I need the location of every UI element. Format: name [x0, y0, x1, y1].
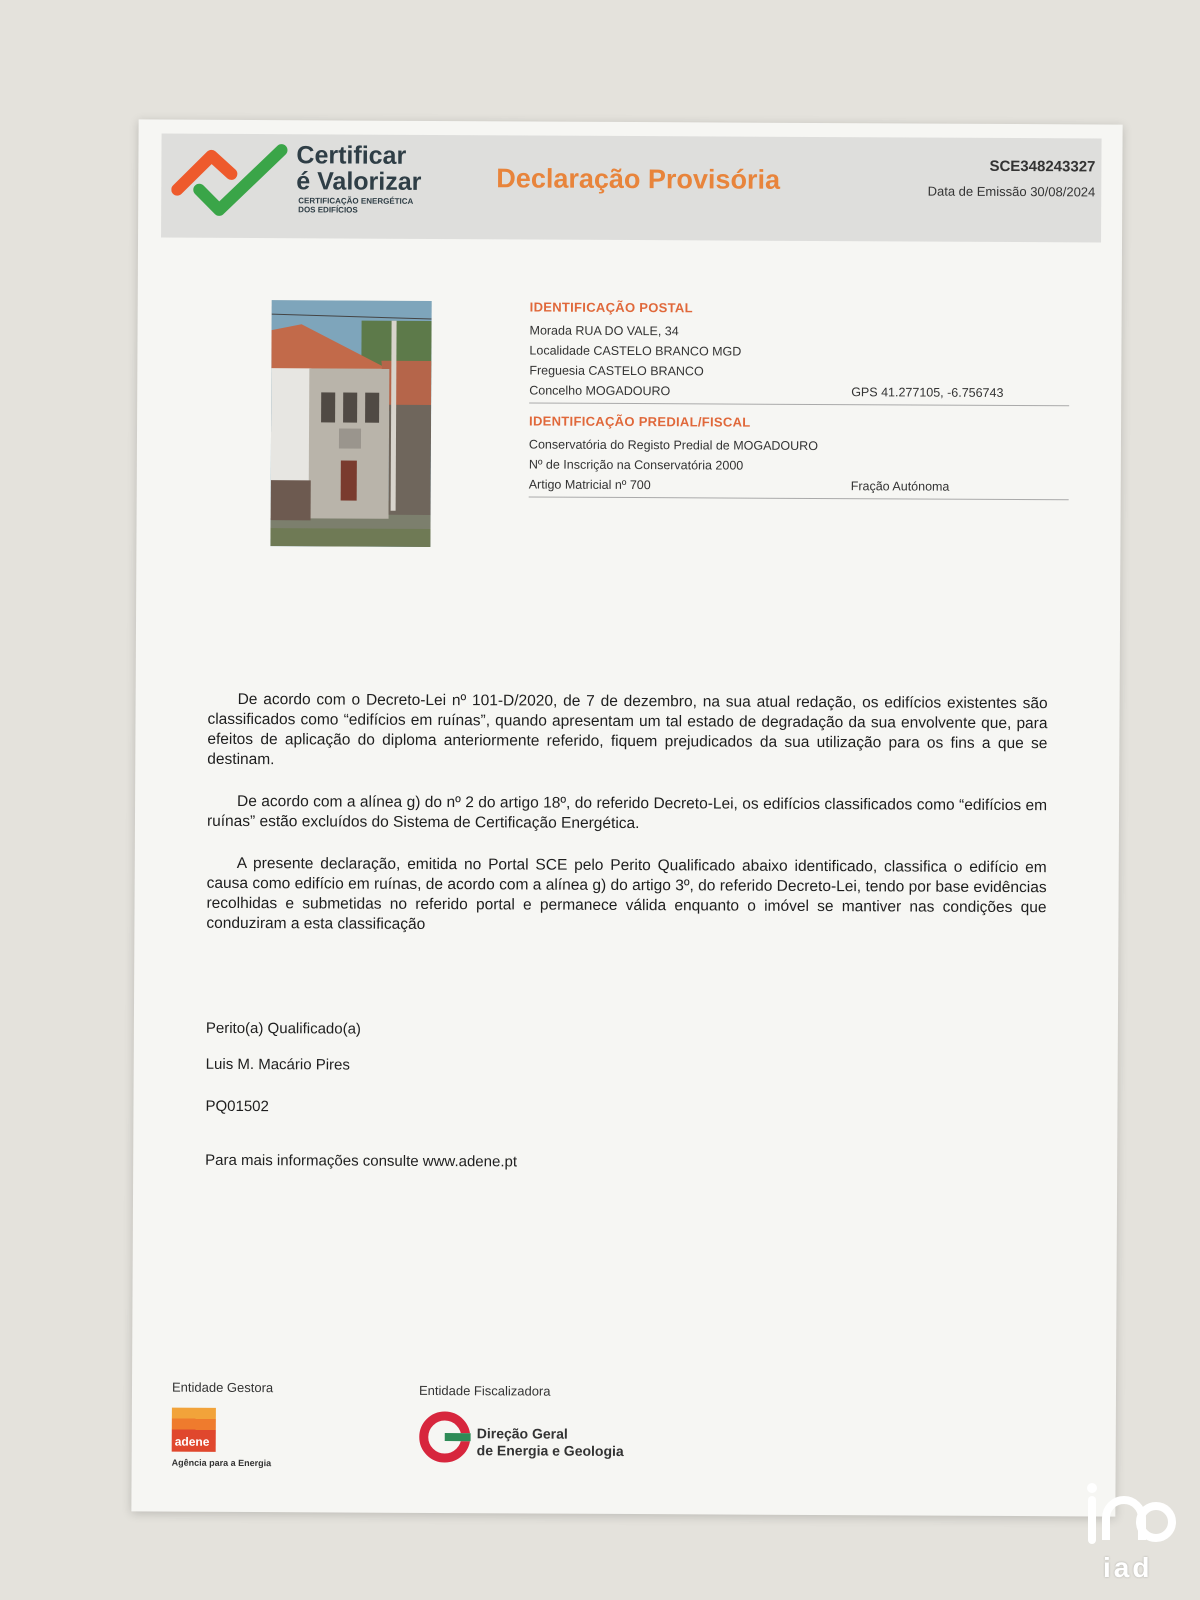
adene-logo-icon: adene — [172, 1408, 216, 1452]
adene-tagline: Agência para a Energia — [171, 1457, 272, 1469]
paragraph: De acordo com o Decreto-Lei nº 101-D/2020, de 7 de dezembro, na sua atual redação, os edifícios existentes são classificados como “edifícios em ruínas”, quando apresentam um tal estado de degradação da sua envolvente que, para efeitos de aplicação do diploma anteriormente referido, fiquem prejudicados da sua utilização para os fins a que se destinam. — [207, 690, 1048, 769]
paragraph: A presente declaração, emitida no Portal SCE pelo Perito Qualificado abaixo identificado, classifica o edifício em causa como edifício em ruínas, de acordo com a alínea g) do artigo 3º, do referido Decreto-Lei, tendo por base evidências recolhidas e submetidas no referido portal e permanece válida enquanto o imóvel se mantiver nas condições que conduziram a esta classificação — [206, 854, 1047, 933]
divider — [529, 496, 1069, 500]
iad-watermark: iad — [1103, 1552, 1153, 1583]
localidade-field: Localidade CASTELO BRANCO MGD — [529, 343, 742, 359]
concelho-field: Concelho MOGADOURO — [529, 383, 671, 399]
info-link[interactable]: Para mais informações consulte www.adene.pt — [205, 1151, 518, 1171]
issue-date: Data de Emissão 30/08/2024 — [927, 183, 1096, 200]
dgeg-logo-icon — [419, 1411, 471, 1463]
signature-code: PQ01502 — [205, 1097, 269, 1116]
signature-role: Perito(a) Qualificado(a) — [205, 1019, 361, 1038]
predial-section-title: IDENTIFICAÇÃO PREDIAL/FISCAL — [529, 413, 751, 430]
document-header — [161, 134, 1102, 243]
artigo-row — [529, 474, 1069, 497]
entidade-gestora-label: Entidade Gestora — [171, 1379, 274, 1396]
artigo-field: Artigo Matricial nº 700 — [528, 477, 651, 493]
logo-title: Certificar é Valorizar — [296, 141, 422, 196]
dgeg-logo — [419, 1411, 624, 1468]
divider — [529, 402, 1069, 406]
fracao-field: Fração Autónoma — [850, 479, 950, 494]
inscricao-field: Nº de Inscrição na Conservatória 2000 — [528, 457, 744, 473]
building-photo — [270, 300, 431, 547]
document-page — [131, 119, 1122, 1516]
dgeg-name: Direção Geral de Energia e Geologia — [476, 1425, 624, 1459]
logo-subtitle: CERTIFICAÇÃO ENERGÉTICA DOS EDIFÍCIOS — [298, 196, 414, 215]
adene-logo — [172, 1408, 272, 1469]
conservatoria-field: Conservatória do Registo Predial de MOGADOURO — [528, 437, 819, 453]
certificar-logo-icon — [171, 140, 291, 221]
freguesia-field: Freguesia CASTELO BRANCO — [529, 363, 704, 379]
signature-name: Luis M. Macário Pires — [205, 1055, 350, 1074]
entidade-fiscalizadora-label: Entidade Fiscalizadora — [418, 1382, 551, 1399]
gps-field: GPS 41.277105, -6.756743 — [851, 385, 1004, 400]
paragraph: De acordo com a alínea g) do nº 2 do artigo 18º, do referido Decreto-Lei, os edifícios classificados como “edifícios em ruínas” estão excluídos do Sistema de Certificação Energética. — [206, 792, 1048, 833]
concelho-row — [529, 380, 1069, 403]
property-info — [529, 299, 1070, 510]
morada-field: Morada RUA DO VALE, 34 — [529, 323, 679, 339]
certificate-code: SCE348243327 — [989, 157, 1096, 176]
document-title: Declaração Provisória — [496, 163, 781, 195]
declaration-body — [206, 690, 1047, 960]
postal-section-title: IDENTIFICAÇÃO POSTAL — [529, 299, 693, 316]
